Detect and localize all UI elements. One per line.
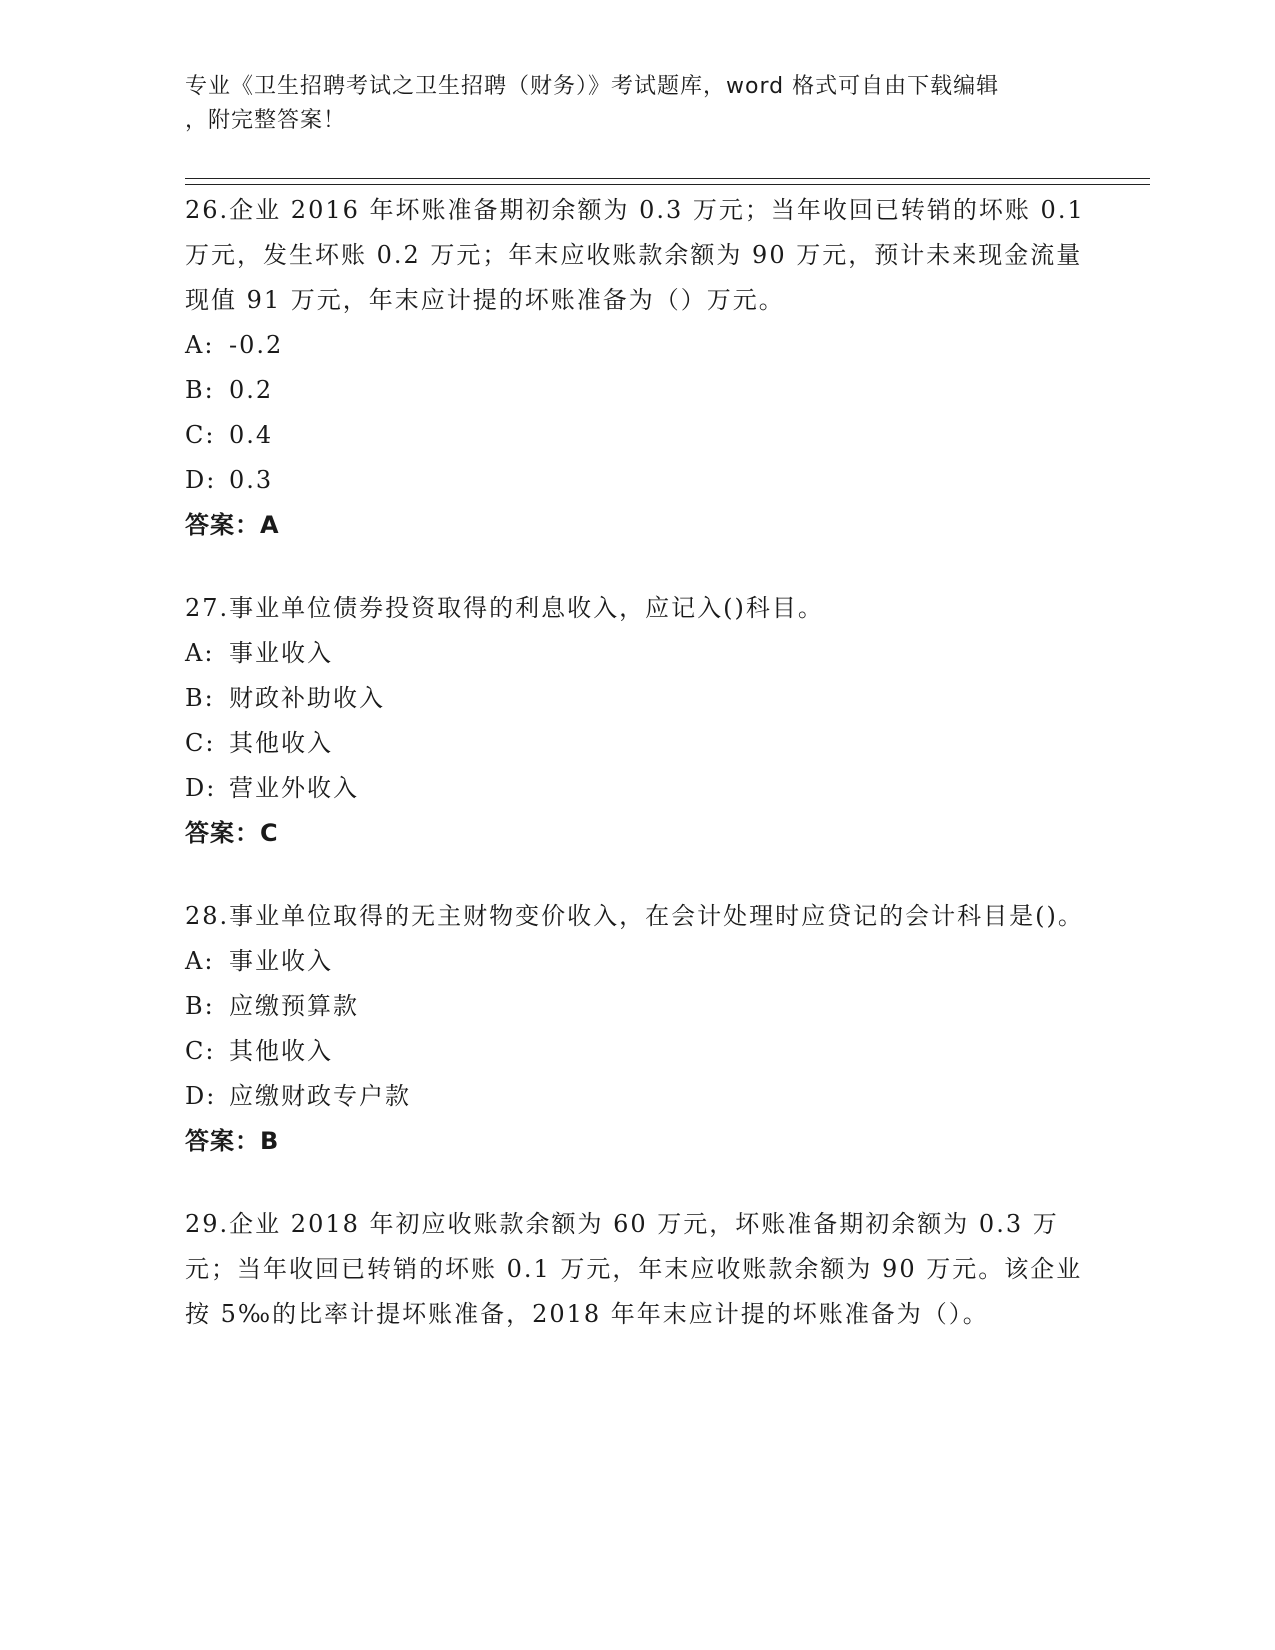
option-letter: B: <box>185 376 215 404</box>
option-letter: A: <box>185 947 215 975</box>
option-text: 0.2 <box>229 376 274 404</box>
question-28 <box>185 894 1085 1164</box>
question-stem: 29.企业 2018 年初应收账款余额为 60 万元，坏账准备期初余额为 0.3 万元；当年收回已转销的坏账 0.1 万元，年末应收账款余额为 90 万元。该企业按 5‰的比率计提坏账准备，2018 年年末应计提的坏账准备为（）。 <box>185 1210 1083 1328</box>
option-d <box>185 766 1085 811</box>
option-letter: D: <box>185 466 217 494</box>
option-b <box>185 984 1085 1029</box>
option-letter: C: <box>185 421 216 449</box>
option-text: 0.4 <box>229 421 274 449</box>
option-letter: C: <box>185 729 216 757</box>
option-text: 应缴预算款 <box>229 992 359 1020</box>
answer-label: 答案：C <box>185 819 279 847</box>
option-b <box>185 368 1085 413</box>
answer-label: 答案：A <box>185 511 280 539</box>
option-a <box>185 939 1085 984</box>
option-text: 事业收入 <box>229 639 333 667</box>
header-divider-bottom <box>185 184 1150 185</box>
option-letter: D: <box>185 774 217 802</box>
option-c <box>185 1029 1085 1074</box>
document-header: 专业《卫生招聘考试之卫生招聘（财务）》考试题库，word 格式可自由下载编辑 ，附完整答案！ <box>185 74 1000 133</box>
option-c <box>185 413 1085 458</box>
option-letter: C: <box>185 1037 216 1065</box>
question-stem: 27.事业单位债券投资取得的利息收入，应记入()科目。 <box>185 594 824 622</box>
header-divider-top <box>185 178 1150 179</box>
option-letter: A: <box>185 331 215 359</box>
question-29 <box>185 1202 1085 1337</box>
option-letter: B: <box>185 684 215 712</box>
option-d <box>185 1074 1085 1119</box>
question-list <box>185 188 1085 1375</box>
option-letter: B: <box>185 992 215 1020</box>
option-text: 应缴财政专户款 <box>229 1082 411 1110</box>
option-d <box>185 458 1085 503</box>
option-a <box>185 631 1085 676</box>
option-text: 其他收入 <box>229 1037 333 1065</box>
option-text: 0.3 <box>229 466 274 494</box>
question-stem: 26.企业 2016 年坏账准备期初余额为 0.3 万元；当年收回已转销的坏账 0.1 万元，发生坏账 0.2 万元；年末应收账款余额为 90 万元，预计未来现金流量现值 91 万元，年末应计提的坏账准备为（）万元。 <box>185 196 1085 314</box>
option-text: 营业外收入 <box>229 774 359 802</box>
question-26 <box>185 188 1085 548</box>
option-text: 财政补助收入 <box>229 684 385 712</box>
option-c <box>185 721 1085 766</box>
option-letter: D: <box>185 1082 217 1110</box>
question-stem: 28.事业单位取得的无主财物变价收入，在会计处理时应贷记的会计科目是()。 <box>185 902 1084 930</box>
option-text: 其他收入 <box>229 729 333 757</box>
option-text: -0.2 <box>229 331 284 359</box>
answer-label: 答案：B <box>185 1127 280 1155</box>
question-27 <box>185 586 1085 856</box>
option-b <box>185 676 1085 721</box>
option-a <box>185 323 1085 368</box>
option-letter: A: <box>185 639 215 667</box>
option-text: 事业收入 <box>229 947 333 975</box>
